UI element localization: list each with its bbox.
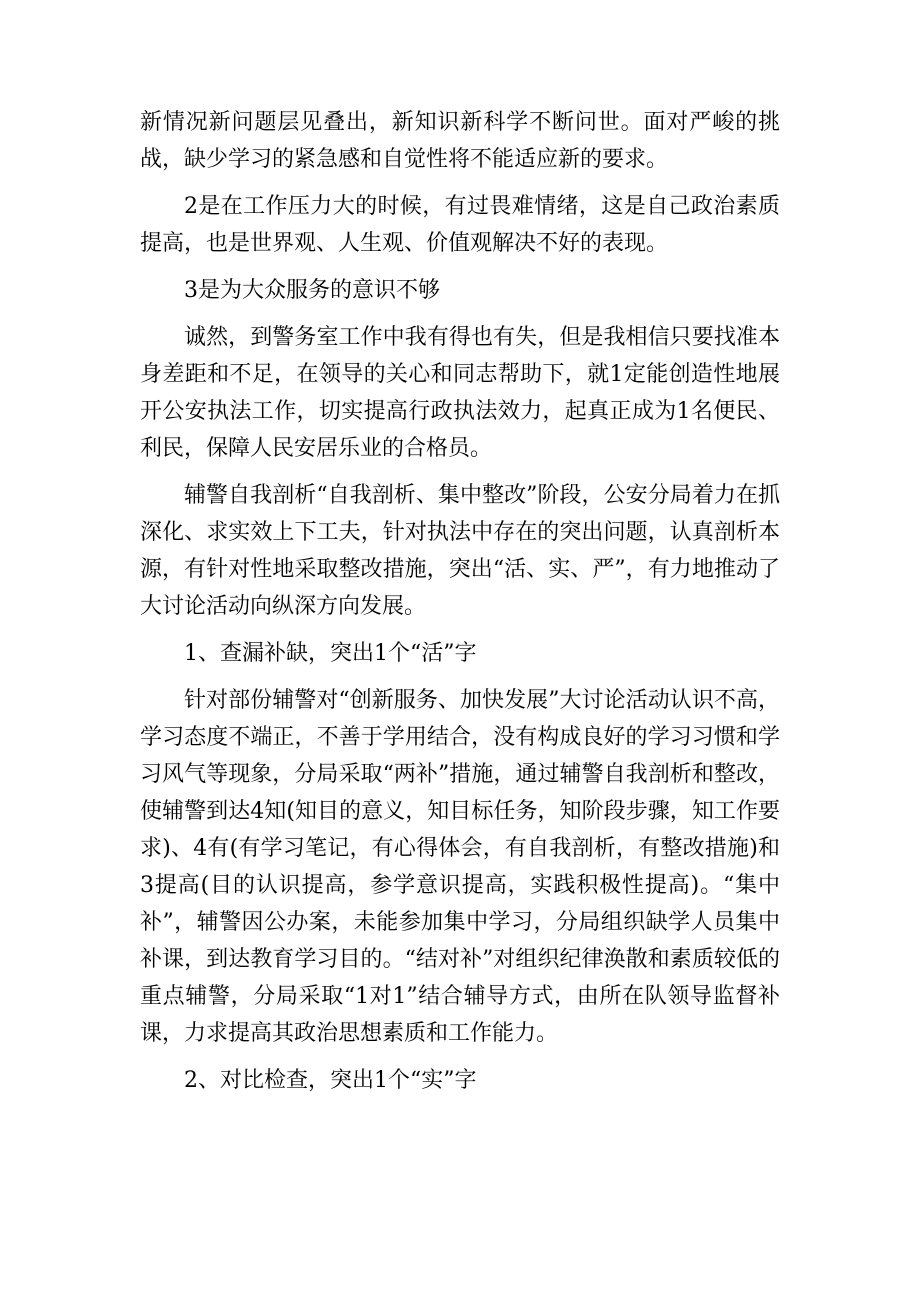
section-heading-2: 2、对比检查，突出1个“实”字 (184, 1068, 477, 1093)
paragraph-point-2: 2是在工作压力大的时候，有过畏难情绪，这是自己政治素质提高，也是世界观、人生观、价值观解决不好的表现。 (140, 194, 780, 256)
paragraph-measures: 针对部份辅警对“创新服务、加快发展”大讨论活动认识不高，学习态度不端正，不善于学用结合，没有构成良好的学习习惯和学习风气等现象，分局采取“两补”措施，通过辅警自我剖析和整改，使辅警到达4知(知目的意义，知目标任务，知阶段步骤，知工作要求)、4有(有学习笔记，有心得体会，有自我剖析，有整改措施)和3提高(目的认识提高，参学意识提高，实践积极性提高)。“集中补”，辅警因公办案，未能参加集中学习，分局组织缺学人员集中补课，到达教育学习目的。“结对补”对组织纪律涣散和素质较低的重点辅警，分局采取“1对1”结合辅导方式，由所在队领导监督补课，力求提高其政治思想素质和工作能力。 (140, 688, 780, 1046)
paragraph-reflection: 诚然，到警务室工作中我有得也有失，但是我相信只要找准本身差距和不足，在领导的关心和同志帮助下，就1定能创造性地展开公安执法工作，切实提高行政执法效力，起真正成为1名便民、利民，保障人民安居乐业的合格员。 (140, 325, 780, 461)
paragraph-point-3: 3是为大众服务的意识不够 (184, 278, 440, 303)
document-page (140, 104, 780, 1109)
section-heading-1: 1、查漏补缺，突出1个“活”字 (184, 641, 477, 666)
paragraph-continuation: 新情况新问题层见叠出，新知识新科学不断问世。面对严峻的挑战，缺少学习的紧急感和自觉性将不能适应新的要求。 (140, 110, 780, 172)
paragraph-self-analysis: 辅警自我剖析“自我剖析、集中整改”阶段，公安分局着力在抓深化、求实效上下工夫，针对执法中存在的突出问题，认真剖析本源，有针对性地采取整改措施，突出“活、实、严”，有力地推动了大讨论活动向纵深方向发展。 (140, 483, 780, 619)
